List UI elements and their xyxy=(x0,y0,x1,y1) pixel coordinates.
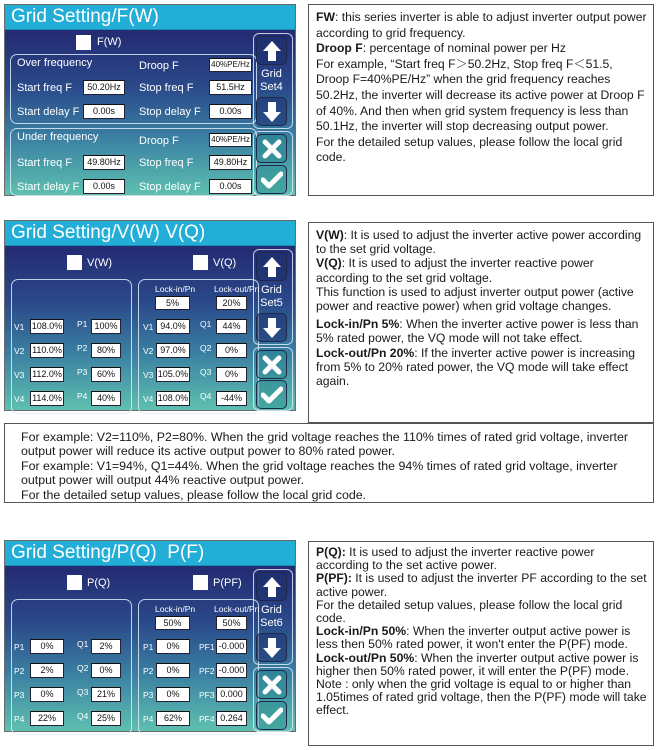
fw-description: FW: this series inverter is able to adjust inverter output power according to grid frequency. Droop F: percentage of nominal power per Hz For example, “Start freq F＞50.2Hz, Stop freq F＜51.5, Droop F=40%PE/Hz” when the grid frequency reaches 50.2Hz, the inverter will decrease its active power at Droop F of 40%. And then when grid system frequency is less than 50.1Hz, the inverter will stop decreasing output power. For the detailed setup values, please follow the local grid code. xyxy=(308,4,654,196)
lock-out-label: Lock-out/Pn xyxy=(214,604,260,614)
q3-field[interactable]: 0% xyxy=(216,367,247,382)
lock-in-label: Lock-in/Pn xyxy=(155,604,196,614)
stop-freq-label: Stop freq F xyxy=(139,82,194,94)
vwvq-screen xyxy=(4,220,296,411)
vw-checkbox-label: V(W) xyxy=(87,257,113,269)
vq-v2-field[interactable]: 97.0% xyxy=(156,343,190,358)
p1-field[interactable]: 0% xyxy=(30,639,64,654)
start-freq-label: Start freq F xyxy=(17,82,73,94)
over-start-delay-field[interactable]: 0.00s xyxy=(83,104,125,119)
under-start-freq-field[interactable]: 49.80Hz xyxy=(83,155,125,170)
grid-set-label: Grid Set4 xyxy=(260,68,283,93)
cancel-button[interactable] xyxy=(256,670,287,699)
vq-checkbox-label: V(Q) xyxy=(213,257,237,269)
ppf-p1-field[interactable]: 0% xyxy=(156,639,190,654)
screen-body: P(Q) P(PF) Lock-in/Pn Lock-out/Pn 50% 50% P1 0% Q1 2% P2 2% Q2 0% P3 0% Q3 21% P4 22% Q4 25% P1 0% PF1 -0.000 P2 0% PF2 -0.000 P3 0% PF3 0.000 P4 62% PF4 0.264 Grid Set6 xyxy=(5,566,295,731)
p4-field[interactable]: 22% xyxy=(30,711,64,726)
confirm-button[interactable] xyxy=(256,165,287,194)
arrow-up-icon xyxy=(262,40,282,62)
grid-set-label: Grid Set5 xyxy=(260,284,283,309)
over-stop-freq-field[interactable]: 51.5Hz xyxy=(209,80,252,95)
fw-checkbox-label: F(W) xyxy=(97,36,122,48)
pf3-field[interactable]: 0.000 xyxy=(216,687,247,702)
v4-field[interactable]: 114.0% xyxy=(30,391,64,406)
vq-v4-field[interactable]: 108.0% xyxy=(156,391,190,406)
vq-v1-field[interactable]: 94.0% xyxy=(156,319,190,334)
close-icon xyxy=(262,675,282,695)
arrow-up-icon xyxy=(262,256,282,278)
arrow-down-icon xyxy=(262,317,282,339)
page-down-button[interactable] xyxy=(256,97,287,126)
pq-checkbox[interactable] xyxy=(67,575,82,590)
side-controls xyxy=(253,566,293,731)
arrow-up-icon xyxy=(262,576,282,598)
droop-label: Droop F xyxy=(139,60,179,72)
confirm-button[interactable] xyxy=(256,380,287,409)
page-up-button[interactable] xyxy=(256,36,287,65)
fw-screen xyxy=(4,4,296,196)
p1-field[interactable]: 100% xyxy=(91,319,121,334)
q2-field[interactable]: 0% xyxy=(216,343,247,358)
ppf-checkbox-label: P(PF) xyxy=(213,577,242,589)
droop-label: Droop F xyxy=(139,135,179,147)
arrow-down-icon xyxy=(262,101,282,123)
lock-in-label: Lock-in/Pn xyxy=(155,284,196,294)
q4-field[interactable]: -44% xyxy=(216,391,247,406)
screen-title: Grid Setting/F(W) xyxy=(5,5,295,30)
stop-delay-label: Stop delay F xyxy=(139,181,201,193)
page-up-button[interactable] xyxy=(256,572,287,601)
over-stop-delay-field[interactable]: 0.00s xyxy=(209,104,252,119)
example-description: For example: V2=110%, P2=80%. When the grid voltage reaches the 110% times of rated grid voltage, inverter output power will reduce its active output power to 80% rated power. For example: V1=94%, Q1=44%. When the grid voltage reaches the 94% times of rated grid voltage, inverter output power will output 44% reactive output power. For the detailed setup values, please follow the local grid code. xyxy=(4,423,654,503)
ppf-p2-field[interactable]: 0% xyxy=(156,663,190,678)
start-delay-label: Start delay F xyxy=(17,106,80,118)
q4-field[interactable]: 25% xyxy=(91,711,121,726)
lock-out-field[interactable]: 50% xyxy=(216,616,247,630)
vq-v3-field[interactable]: 105.0% xyxy=(156,367,190,382)
cancel-button[interactable] xyxy=(256,350,287,379)
under-stop-freq-field[interactable]: 49.80Hz xyxy=(209,155,252,170)
confirm-button[interactable] xyxy=(256,701,287,730)
pf2-field[interactable]: -0.000 xyxy=(216,663,247,678)
q3-field[interactable]: 21% xyxy=(91,687,121,702)
cancel-button[interactable] xyxy=(256,134,287,163)
page-up-button[interactable] xyxy=(256,252,287,281)
pf1-field[interactable]: -0.000 xyxy=(216,639,247,654)
under-droop-field[interactable]: 40%PE/Hz xyxy=(209,133,252,147)
over-start-freq-field[interactable]: 50.20Hz xyxy=(83,80,125,95)
lock-in-field[interactable]: 50% xyxy=(155,616,190,630)
pf4-field[interactable]: 0.264 xyxy=(216,711,247,726)
close-icon xyxy=(262,355,282,375)
grid-set-label: Grid Set6 xyxy=(260,604,283,629)
start-delay-label: Start delay F xyxy=(17,181,80,193)
page-down-button[interactable] xyxy=(256,313,287,342)
side-controls xyxy=(253,246,293,410)
pqpf-description: P(Q): It is used to adjust the inverter reactive power according to the set active power. P(PF): It is used to adjust the inverter PF according to the set active power. For the detailed setup values, please follow the local grid code. Lock-in/Pn 50%: When the inverter output active power is less then 50% rated power, it won't enter the P(PF) mode. Lock-out/Pn 50%: When the inverter output active power is higher then 50% rated power, it will enter the P(PF) mode. Note : only when the grid voltage is equal to or higher than 1.05times of rated grid voltage, then the P(PF) mode will take effect. xyxy=(308,541,654,746)
p3-field[interactable]: 60% xyxy=(91,367,121,382)
q2-field[interactable]: 0% xyxy=(91,663,121,678)
ppf-p3-field[interactable]: 0% xyxy=(156,687,190,702)
page-down-button[interactable] xyxy=(256,633,287,662)
under-stop-delay-field[interactable]: 0.00s xyxy=(209,179,252,194)
vq-checkbox[interactable] xyxy=(193,255,208,270)
under-frequency-heading: Under frequency xyxy=(17,131,99,143)
start-freq-label: Start freq F xyxy=(17,157,73,169)
v2-field[interactable]: 110.0% xyxy=(30,343,64,358)
arrow-down-icon xyxy=(262,637,282,659)
ppf-checkbox[interactable] xyxy=(193,575,208,590)
under-start-delay-field[interactable]: 0.00s xyxy=(83,179,125,194)
vwvq-description: V(W): It is used to adjust the inverter active power according to the set grid voltage. V(Q): It is used to adjust the inverter reactive power according to the set grid voltage. This function is used to adjust inverter output power (active power and reactive power) when grid voltage changes. Lock-in/Pn 5%: When the inverter active power is less than 5% rated power, the VQ mode will not take effect. Lock-out/Pn 20%: If the inverter active power is increasing from 5% to 20% rated power, the VQ mode will take effect again. xyxy=(308,222,654,423)
pqpf-screen xyxy=(4,540,296,732)
p2-field[interactable]: 2% xyxy=(30,663,64,678)
pq-checkbox-label: P(Q) xyxy=(87,577,111,589)
lock-out-field[interactable]: 20% xyxy=(216,296,247,310)
lock-in-field[interactable]: 5% xyxy=(155,296,190,310)
vw-checkbox[interactable] xyxy=(67,255,82,270)
check-icon xyxy=(261,707,283,725)
stop-delay-label: Stop delay F xyxy=(139,106,201,118)
p2-field[interactable]: 80% xyxy=(91,343,121,358)
screen-body: V(W) V(Q) Lock-in/Pn Lock-out/Pn 5% 20% V1 108.0% P1 100% V2 110.0% P2 80% V3 112.0% P3 60% V4 114.0% P4 40% V1 94.0% Q1 44% V2 97.0% Q2 0% V3 105.0% Q3 0% V4 108.0% Q4 -44% Grid Set5 xyxy=(5,246,295,410)
over-frequency-heading: Over frequency xyxy=(17,57,93,69)
check-icon xyxy=(261,171,283,189)
check-icon xyxy=(261,386,283,404)
over-droop-field[interactable]: 40%PE/Hz xyxy=(209,58,252,72)
close-icon xyxy=(262,139,282,159)
ppf-p4-field[interactable]: 62% xyxy=(156,711,190,726)
p3-field[interactable]: 0% xyxy=(30,687,64,702)
side-controls xyxy=(253,30,293,195)
v3-field[interactable]: 112.0% xyxy=(30,367,64,382)
p4-field[interactable]: 40% xyxy=(91,391,121,406)
screen-title: Grid Setting/V(W) V(Q) xyxy=(5,221,295,246)
q1-field[interactable]: 2% xyxy=(91,639,121,654)
lock-out-label: Lock-out/Pn xyxy=(214,284,260,294)
screen-title: Grid Setting/P(Q) P(F) xyxy=(5,541,295,566)
q1-field[interactable]: 44% xyxy=(216,319,247,334)
fw-checkbox[interactable] xyxy=(76,35,91,50)
stop-freq-label: Stop freq F xyxy=(139,157,194,169)
screen-body xyxy=(5,30,295,195)
v1-field[interactable]: 108.0% xyxy=(30,319,64,334)
